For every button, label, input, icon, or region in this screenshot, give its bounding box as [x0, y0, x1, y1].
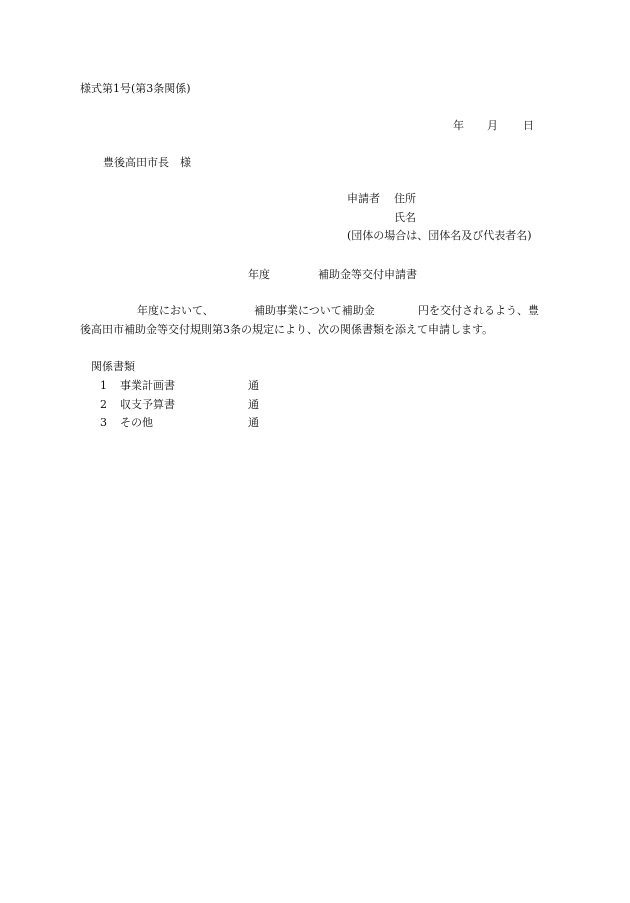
item-name: 事業計画書	[120, 379, 175, 392]
body-text-segment-3: 円を交付されるよう、豊	[418, 304, 539, 317]
applicant-address-label: 住所	[394, 192, 416, 205]
applicant-label: 申請者	[347, 192, 380, 205]
related-docs-heading: 関係書類	[91, 360, 135, 373]
related-doc-item	[100, 416, 280, 430]
item-unit: 通	[248, 379, 259, 392]
date-month: 月	[487, 119, 498, 132]
item-name: 収支予算書	[120, 398, 175, 411]
applicant-name-label: 氏名	[394, 211, 416, 224]
body-text-line-2: 後高田市補助金等交付規則第3条の規定により、次の関係書類を添えて申請します。	[80, 323, 494, 336]
document-title: 補助金等交付申請書	[318, 268, 417, 281]
addressee: 豊後高田市長 様	[103, 156, 191, 169]
item-unit: 通	[248, 398, 259, 411]
form-label: 様式第1号(第3条関係)	[80, 82, 191, 95]
body-text-segment-2: 補助事業について補助金	[254, 304, 375, 317]
body-text-segment-1: 年度において、	[137, 304, 214, 317]
title-fiscal-year: 年度	[248, 268, 270, 281]
date-year: 年	[453, 119, 464, 132]
date-day: 日	[523, 119, 534, 132]
item-name: その他	[120, 416, 153, 429]
related-doc-item	[100, 398, 280, 412]
item-number: 3	[100, 416, 107, 429]
item-number: 2	[100, 398, 107, 411]
applicant-note: (団体の場合は、団体名及び代表者名)	[347, 229, 532, 242]
related-doc-item	[100, 379, 280, 393]
item-unit: 通	[248, 416, 259, 429]
item-number: 1	[100, 379, 107, 392]
